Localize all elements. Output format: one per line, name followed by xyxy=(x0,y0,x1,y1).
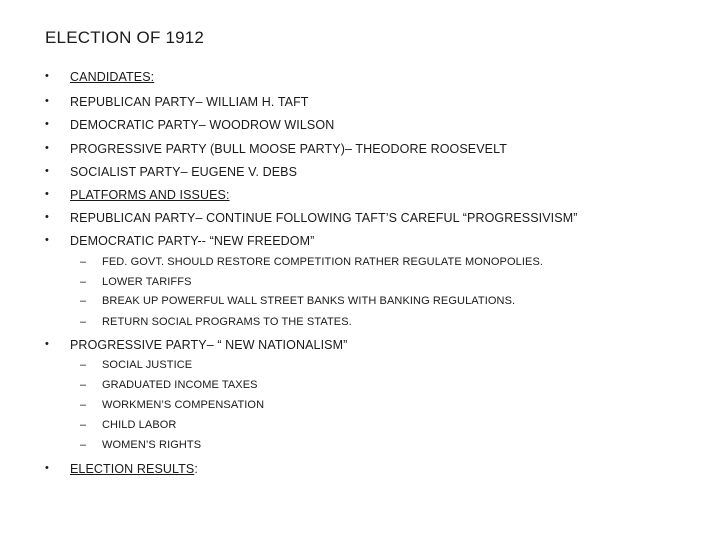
dash-icon: – xyxy=(80,359,87,371)
list-item-text: CANDIDATES: xyxy=(70,70,155,84)
list-item-text: PLATFORMS AND ISSUES: xyxy=(70,188,230,202)
sub-item-text: BREAK UP POWERFUL WALL STREET BANKS WITH BANKING REGULATIONS. xyxy=(102,295,516,307)
sub-item-text: WOMEN’S RIGHTS xyxy=(102,439,202,451)
bullet-icon: • xyxy=(45,338,49,350)
sub-item-text: SOCIAL JUSTICE xyxy=(102,359,193,371)
bullet-icon: • xyxy=(45,462,49,474)
dash-icon: – xyxy=(80,316,87,328)
bullet-icon: • xyxy=(45,95,49,107)
sub-item-text: WORKMEN’S COMPENSATION xyxy=(102,399,265,411)
list-item-text: DEMOCRATIC PARTY-- “NEW FREEDOM” xyxy=(70,234,315,248)
dash-icon: – xyxy=(80,379,87,391)
list-item-text: REPUBLICAN PARTY– WILLIAM H. TAFT xyxy=(70,95,309,109)
dash-icon: – xyxy=(80,256,87,268)
bullet-icon: • xyxy=(45,165,49,177)
sub-item-text: CHILD LABOR xyxy=(102,419,177,431)
bullet-icon: • xyxy=(45,142,49,154)
sub-item-text: LOWER TARIFFS xyxy=(102,276,192,288)
list-item-text: DEMOCRATIC PARTY– WOODROW WILSON xyxy=(70,118,335,132)
sub-item-text: GRADUATED INCOME TAXES xyxy=(102,379,258,391)
sub-item-text: FED. GOVT. SHOULD RESTORE COMPETITION RATHER REGULATE MONOPOLIES. xyxy=(102,256,544,268)
dash-icon: – xyxy=(80,295,87,307)
list-item-text: PROGRESSIVE PARTY (BULL MOOSE PARTY)– THEODORE ROOSEVELT xyxy=(70,142,507,156)
dash-icon: – xyxy=(80,276,87,288)
list-item-text: SOCIALIST PARTY– EUGENE V. DEBS xyxy=(70,165,298,179)
election-results-label: ELECTION RESULTS xyxy=(70,462,195,476)
bullet-icon: • xyxy=(45,211,49,223)
bullet-icon: • xyxy=(45,188,49,200)
sub-item-text: RETURN SOCIAL PROGRAMS TO THE STATES. xyxy=(102,316,352,328)
bullet-icon: • xyxy=(45,118,49,130)
dash-icon: – xyxy=(80,399,87,411)
list-item-text: REPUBLICAN PARTY– CONTINUE FOLLOWING TAFT’S CAREFUL “PROGRESSIVISM” xyxy=(70,211,578,225)
election-results-colon: : xyxy=(194,462,198,476)
slide-title: ELECTION OF 1912 xyxy=(45,28,205,47)
list-item-text: PROGRESSIVE PARTY– “ NEW NATIONALISM” xyxy=(70,338,348,352)
bullet-icon: • xyxy=(45,70,49,82)
dash-icon: – xyxy=(80,419,87,431)
bullet-icon: • xyxy=(45,234,49,246)
list-item-text xyxy=(70,462,198,476)
dash-icon: – xyxy=(80,439,87,451)
